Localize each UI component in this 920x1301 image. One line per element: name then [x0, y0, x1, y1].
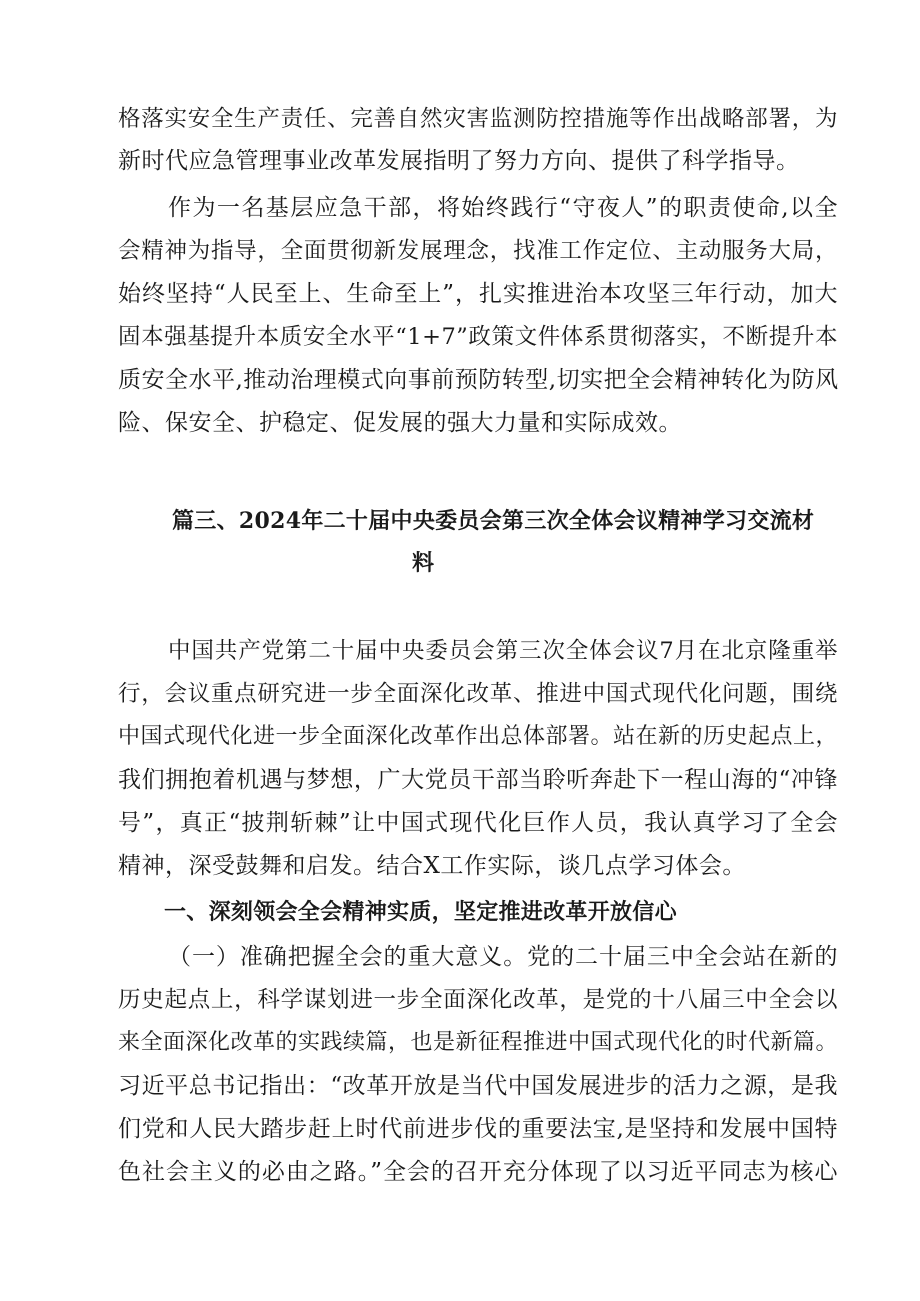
text-line: 习近平总书记指出：“改革开放是当代中国发展进步的活力之源，是我	[118, 1073, 838, 1099]
text-line: 我们拥抱着机遇与梦想，广大党员干部当聆听奔赴下一程山海的“冲锋	[118, 767, 838, 793]
text-line: 中国共产党第二十届中央委员会第三次全体会议7月在北京隆重举	[168, 638, 838, 664]
text-line: 色社会主义的必由之路。”全会的召开充分体现了以习近平同志为核心	[118, 1159, 838, 1185]
text-line: 中国式现代化进一步全面深化改革作出总体部署。站在新的历史起点上，	[118, 724, 839, 749]
section-title-line: 料	[412, 550, 435, 576]
section-title-line: 篇三、2024年二十届中央委员会第三次全体会议精神学习交流材	[172, 508, 815, 534]
text-line: 新时代应急管理事业改革发展指明了努力方向、提供了科学指导。	[118, 148, 800, 174]
text-line: 来全面深化改革的实践续篇，也是新征程推进中国式现代化的时代新篇。	[118, 1030, 839, 1055]
text-line: 精神，深受鼓舞和启发。结合X工作实际，谈几点学习体会。	[118, 853, 746, 879]
text-line: 固本强基提升本质安全水平“1+7”政策文件体系贯彻落实，不断提升本	[118, 324, 838, 350]
text-line: 始终坚持“人民至上、生命至上”，扎实推进治本攻坚三年行动，加大	[118, 281, 838, 307]
subheading-1: 一、深刻领会全会精神实质，坚定推进改革开放信心	[164, 900, 677, 925]
text-line: 作为一名基层应急干部，将始终践行“守夜人”的职责使命,以全	[168, 195, 838, 221]
text-line: （一）准确把握全会的重大意义。党的二十届三中全会站在新的	[168, 944, 838, 970]
text-line: 行，会议重点研究进一步全面深化改革、推进中国式现代化问题，围绕	[118, 681, 838, 707]
text-line: 险、保安全、护稳定、促发展的强大力量和实际成效。	[118, 410, 682, 436]
text-line: 历史起点上，科学谋划进一步全面深化改革，是党的十八届三中全会以	[118, 987, 838, 1013]
text-line: 会精神为指导，全面贯彻新发展理念，找准工作定位、主动服务大局，	[118, 238, 838, 264]
text-line: 们党和人民大踏步赶上时代前进步伐的重要法宝,是坚持和发展中国特	[118, 1116, 838, 1142]
text-line: 号”，真正“披荆斩棘”让中国式现代化巨作人员，我认真学习了全会	[118, 810, 838, 836]
text-line: 质安全水平,推动治理模式向事前预防转型,切实把全会精神转化为防风	[118, 367, 839, 393]
text-line: 格落实安全生产责任、完善自然灾害监测防控措施等作出战略部署，为	[118, 106, 838, 132]
